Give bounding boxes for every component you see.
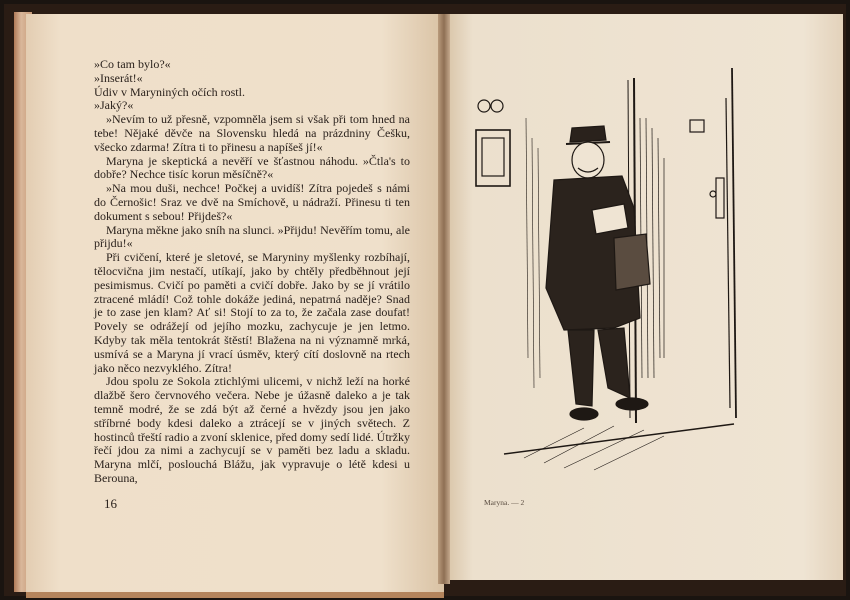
- paragraph: Jdou spolu ze Sokola ztichlými ulicemi, v nichž leží na horké dlažbě šero červnového večera. Nebe je úžasně daleko a je tak temně modré, že se zdá být až černé a hvězdy jsou jen jako stříbrné body kdesi daleko a ztrácejí se v jiných světech. Z hostinců třeští radio a zvoní sklenice, před domy sedí lidé. Útržky řečí jdou za nimi a zachycují se v paměti bez ladu a skladu. Maryna mlčí, poslouchá Blážu, jak vypravuje o létě kdesi u Berouna,: [94, 374, 410, 485]
- dialog-line: »Co tam bylo?«: [94, 57, 171, 71]
- paragraph: Při cvičení, které je sletové, se Maryniny myšlenky rozbíhají, tělocvična jim nestačí, utíkají, jako by chtěly předběhnout její pesimismus. Cvičí po paměti a cvičí dobře. Jako by se jí vrátilo ztracené mládí! Což tohle dokáže jediná, nepatrná naděje? Snad je to zase jen klam? Ať si! Stojí to za to, že začala zase doufat! Povely se odrážejí od jejího mozku, zachycuje je jen letmo. Kdyby tak měla tentokrát štěstí! Blažena na ni významně mrká, usmívá se a Maryna jí vrací úsměv, který cítí doslovně na rtech jako něco nezvyklého. Zítra!: [94, 250, 410, 375]
- narration-line: Údiv v Maryniných očích rostl.: [94, 84, 245, 99]
- dialog-line: »Jaký?«: [94, 98, 134, 113]
- paragraph: Maryna měkne jako sníh na slunci. »Přijdu! Nevěřím tomu, ale přijdu!«: [94, 222, 410, 251]
- left-page-text: [94, 58, 410, 486]
- paragraph: »Na mou duši, nechce! Počkej a uvidíš! Zítra pojedeš s námi do Černošic! Sraz ve dvě na Smíchově, u nádraží. Přinesu ti ten dokument s sebou! Přijdeš?«: [94, 181, 410, 223]
- dialog-line: »Inserát!«: [94, 70, 143, 85]
- postman-at-door-illustration: [464, 58, 764, 478]
- paragraph: »Nevím to už přesně, vzpomněla jsem si však při tom hned na tebe! Nějaké děvče na Slovensku hledá na prázdniny Češku, všecko zdarma! Zítra ti to přinesu a napíšeš jí!«: [94, 112, 410, 154]
- page-number: 16: [104, 496, 117, 511]
- page-caption: Maryna. — 2: [484, 498, 525, 507]
- paragraph: Maryna je skeptická a nevěří ve šťastnou náhodu. »Čtla's to dobře? Nechce tisíc korun měsíčně?«: [94, 153, 410, 182]
- book-gutter: [438, 14, 450, 584]
